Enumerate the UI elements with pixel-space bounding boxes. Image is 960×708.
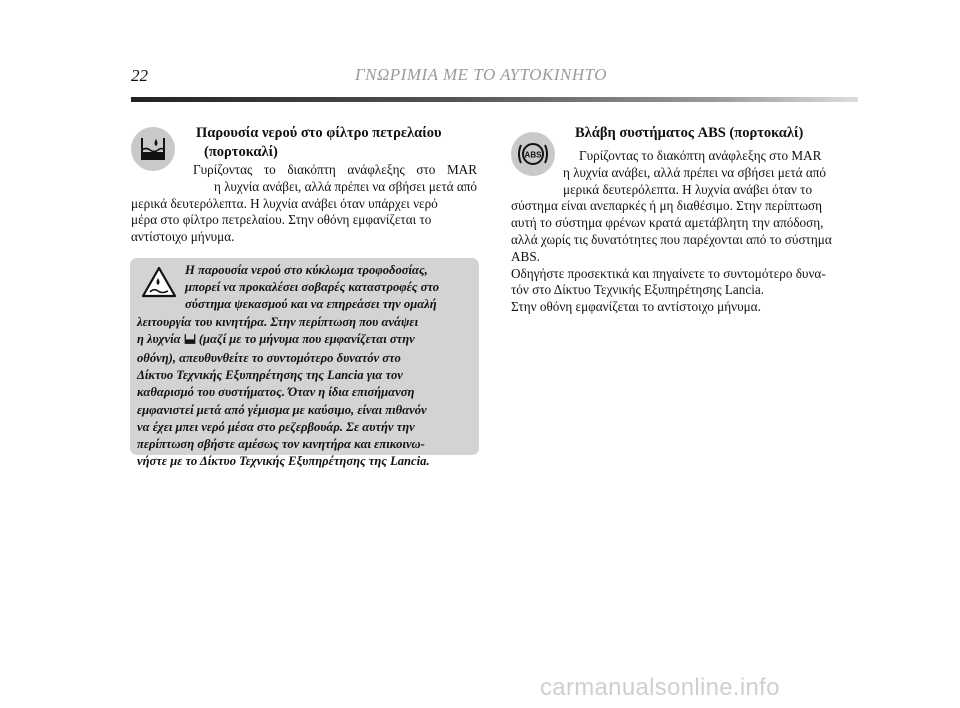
warning-line: οθόνη), απευθυνθείτε το συντομότερο δυνατόν στο <box>137 351 401 366</box>
body-line: μερικά δευτερόλεπτα. Η λυχνία ανάβει όταν υπάρχει νερό <box>131 195 438 211</box>
watermark: carmanualsonline.info <box>540 674 780 701</box>
warning-text <box>137 262 473 470</box>
body-line: Γυρίζοντας το διακόπτη ανάφλεξης στο MAR <box>193 162 477 177</box>
warning-line: περίπτωση σβήστε αμέσως τον κινητήρα και επικοινω- <box>137 437 425 452</box>
body-line: μέρα στο φίλτρο πετρελαίου. Στην οθόνη εμφανίζεται το <box>131 212 432 228</box>
body-line: αυτή το σύστημα φρένων κρατά αμετάβλητη την απόδοση, <box>511 215 824 231</box>
body-line: η λυχνία ανάβει, αλλά πρέπει να σβήσει μετά από <box>214 178 477 194</box>
warning-line: σύστημα ψεκασμού και να επηρεάσει την ομαλή <box>185 297 437 312</box>
body-line: τόν στο Δίκτυο Τεχνικής Εξυπηρέτησης Lancia. <box>511 282 765 298</box>
section-title: ΓΝΩΡΙΜΙΑ ΜΕ ΤΟ ΑΥΤΟΚΙΝΗΤΟ <box>355 65 608 84</box>
water-filter-heading: Παρουσία νερού στο φίλτρο πετρελαίου <box>196 125 442 141</box>
warning-line: Η παρουσία νερού στο κύκλωμα τροφοδοσίας, <box>185 263 428 277</box>
body-line: μερικά δευτερόλεπτα. Η λυχνία ανάβει όταν το <box>563 181 813 197</box>
body-line: αλλά χωρίς τις δυνατότητες που παρέχονται από το σύστημα <box>511 231 832 247</box>
abs-body <box>511 148 859 316</box>
warning-line-prefix: η λυχνία <box>137 331 181 346</box>
warning-line: να έχει μπει νερό μέσα στο ρεζερβουάρ. Σε αυτήν την <box>137 419 415 434</box>
warning-line-rest: (μαζί με το μήνυμα που εμφανίζεται στην <box>198 331 415 346</box>
water-filter-body <box>131 162 477 246</box>
abs-icon-label: ABS <box>524 150 542 160</box>
body-line: Στην οθόνη εμφανίζεται το αντίστοιχο μήνυμα. <box>511 299 761 315</box>
body-line: η λυχνία ανάβει, αλλά πρέπει να σβήσει μετά από <box>563 164 826 180</box>
warning-line: καθαρισμό του συστήματος. Όταν η ίδια επισήμανση <box>137 385 415 400</box>
body-line: αντίστοιχο μήνυμα. <box>131 229 235 245</box>
warning-line: νήστε με το Δίκτυο Τεχνικής Εξυπηρέτησης της Lancia. <box>137 454 430 469</box>
body-line: σύστημα είναι ανεπαρκές ή μη διαθέσιμο. Στην περίπτωση <box>511 198 823 214</box>
page-number: 22 <box>131 66 148 85</box>
warning-line: Δίκτυο Τεχνικής Εξυπηρέτησης της Lancia για τον <box>137 368 403 383</box>
warning-line: λειτουργία του κινητήρα. Στην περίπτωση που ανάψει <box>137 314 419 329</box>
warning-line-with-icon <box>137 331 473 350</box>
water-filter-heading-color: (πορτοκαλί) <box>204 144 278 160</box>
body-line: Οδηγήστε προσεκτικά και πηγαίνετε το συντομότερο δυνα- <box>511 265 826 281</box>
warning-line: εμφανιστεί μετά από γέμισμα με καύσιμο, είναι πιθανόν <box>137 402 427 417</box>
header-rule <box>131 97 858 102</box>
water-in-fuel-filter-icon <box>184 333 196 350</box>
abs-heading: Βλάβη συστήματος ABS (πορτοκαλί) <box>575 125 804 141</box>
body-line: ABS. <box>511 248 540 264</box>
warning-line: μπορεί να προκαλέσει σοβαρές καταστροφές στο <box>185 280 440 295</box>
body-line: Γυρίζοντας το διακόπτη ανάφλεξης στο MAR <box>579 148 822 163</box>
